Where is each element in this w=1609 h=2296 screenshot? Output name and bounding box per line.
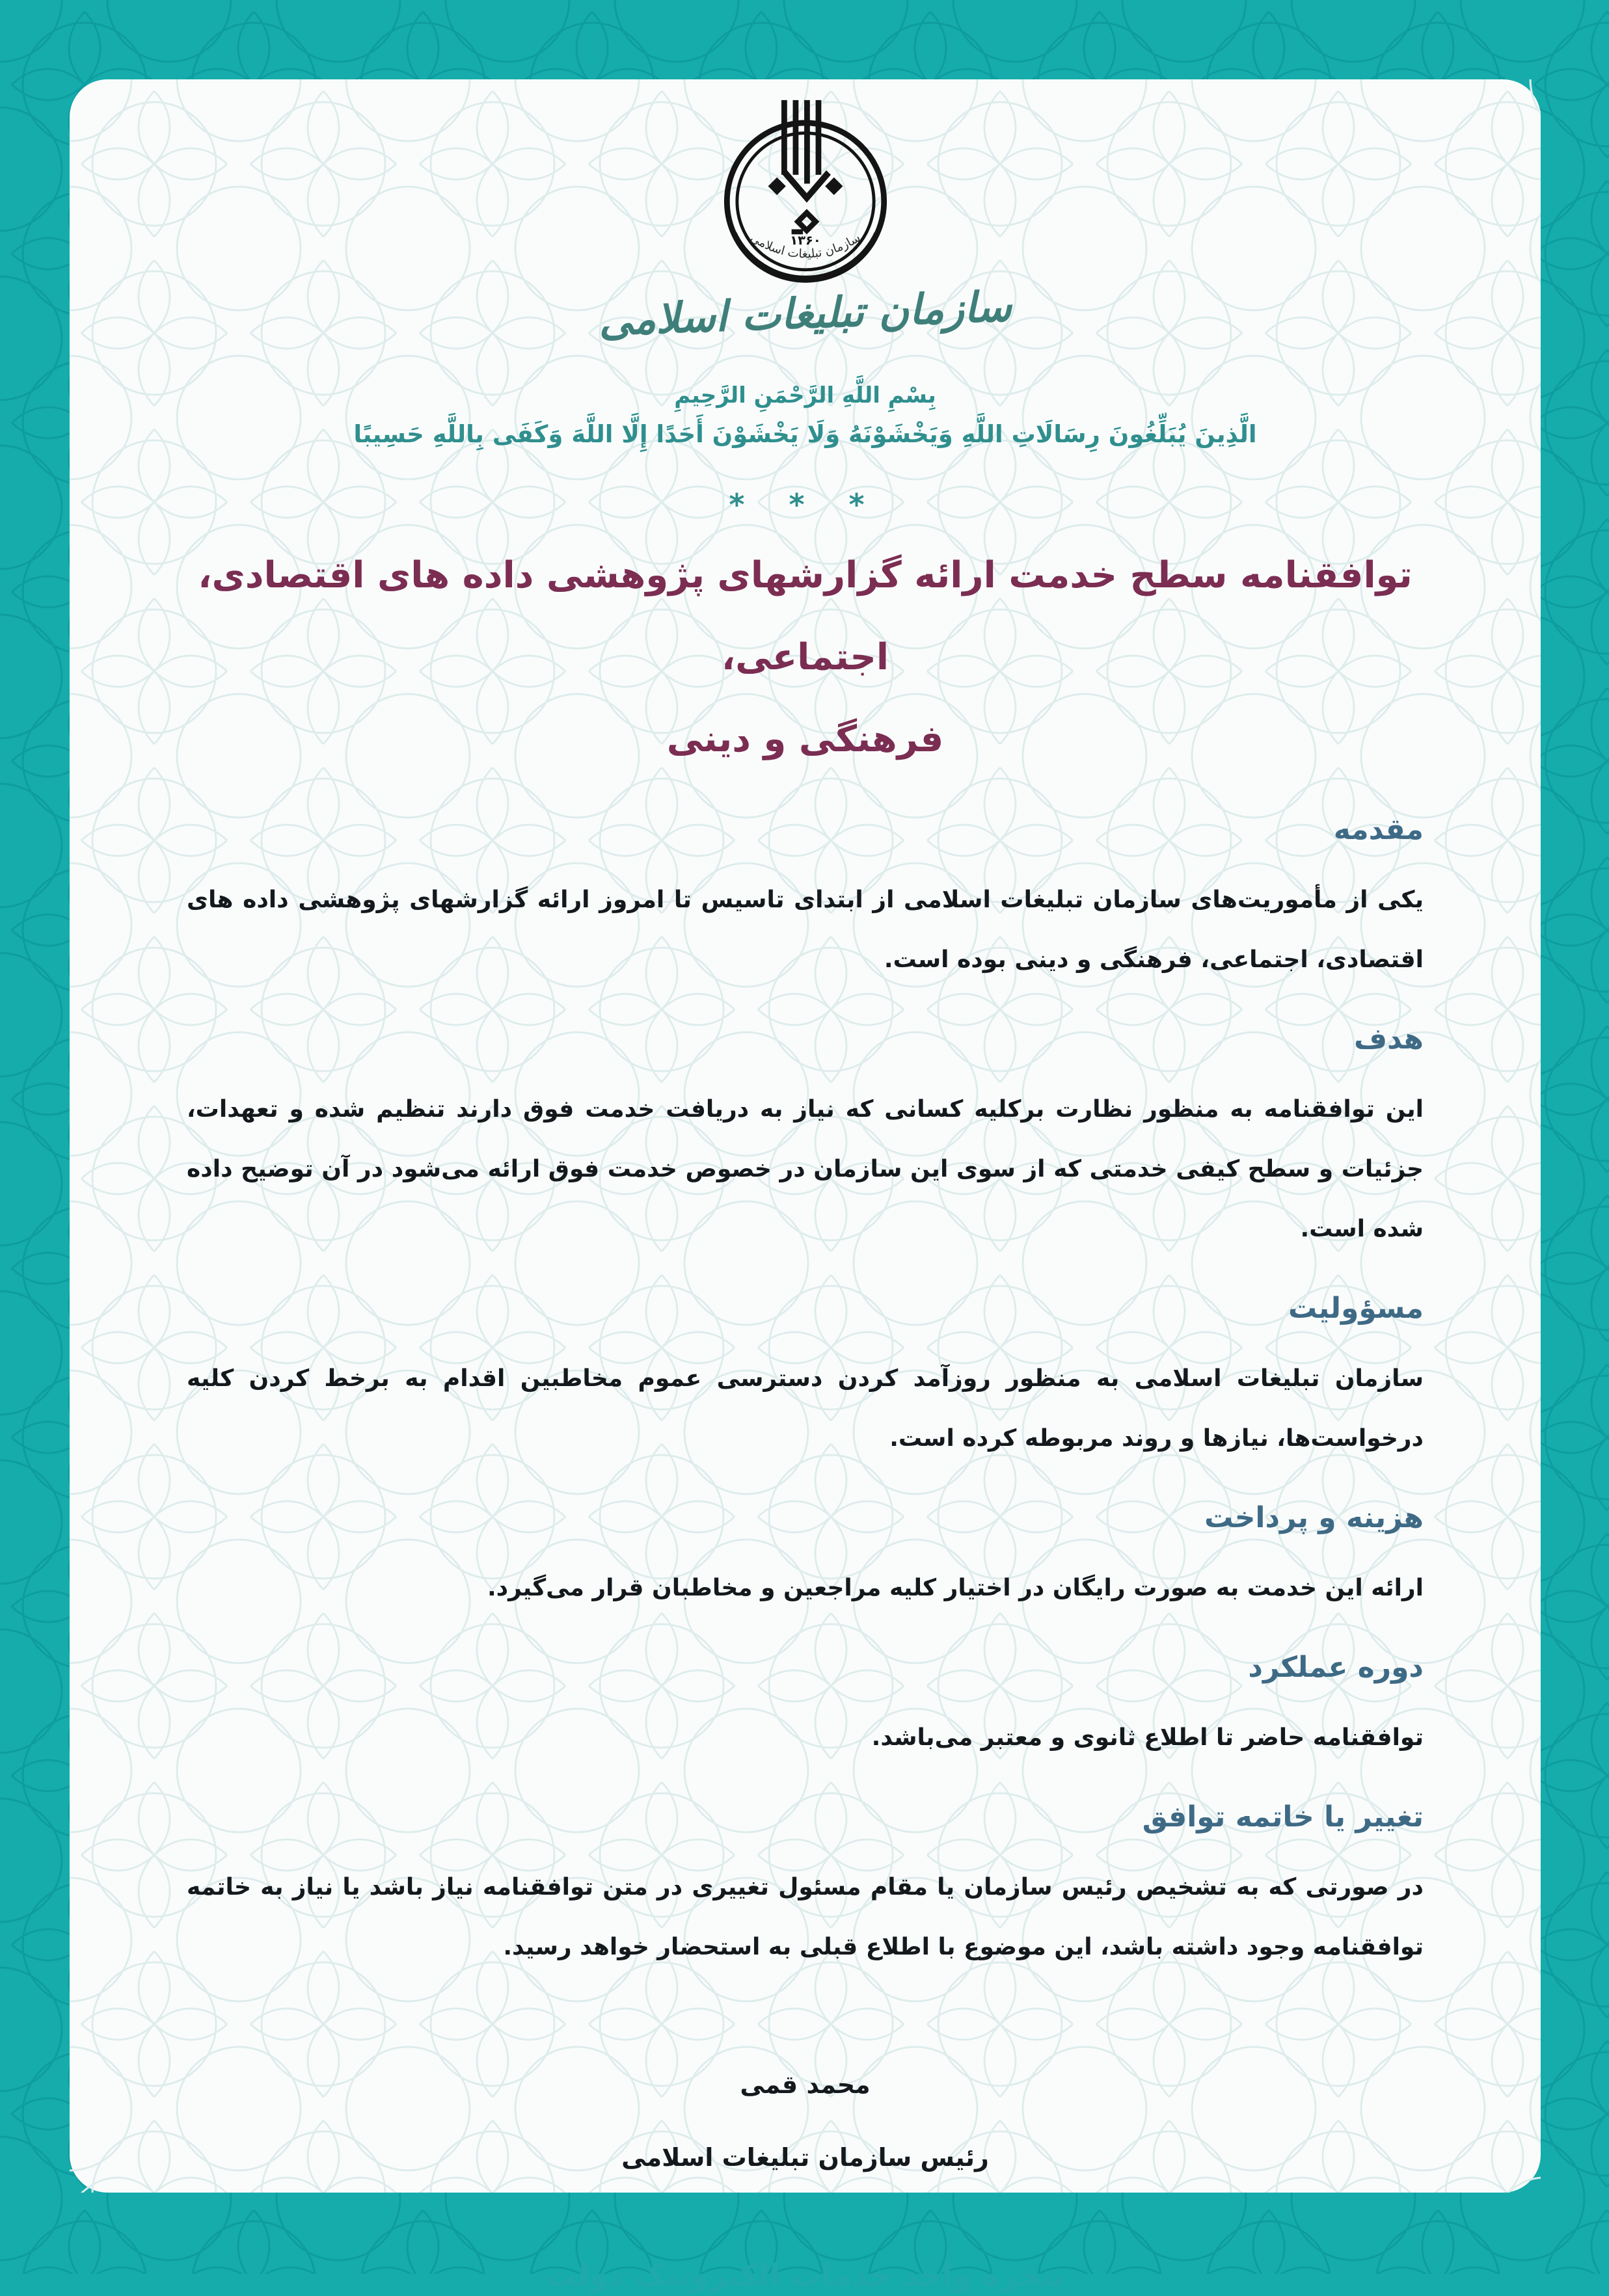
emblem-caption: سازمان تبلیغات اسلامی — [748, 231, 863, 261]
section-heading-taghir: تغییر یا خاتمه توافق — [1142, 1800, 1424, 1834]
section-heading-masouliat: مسؤولیت — [1288, 1292, 1424, 1325]
bismillah-text: بِسْمِ اللَّهِ الرَّحْمَنِ الرَّحِيمِ — [674, 382, 936, 408]
section-body-hazineh: ارائه این خدمت به صورت رایگان در اختیار کلیه مراجعین و مخاطبان قرار می‌گیرد. — [487, 1575, 1424, 1601]
section-heading-moghaddameh: مقدمه — [1333, 813, 1424, 846]
section-body-taghir: در صورتی که به تشخیص رئیس سازمان یا مقام مسئول تغییری در متن توافقنامه نیاز باشد یا نیاز به خاتمه توافقنامه وجود داشته باشد، این موضوع با اطلاع قبلی به استحضار خواهد رسید. — [187, 1874, 1424, 1960]
sections — [187, 812, 1424, 1977]
section-body-doreh: توافقنامه حاضر تا اطلاع ثانوی و معتبر می‌باشد. — [871, 1724, 1424, 1751]
signature-role: رئیس سازمان تبلیغات اسلامی — [621, 2143, 989, 2172]
section-heading-doreh: دوره عملکرد — [1248, 1651, 1424, 1684]
page-title-line-1: توافقنامه سطح خدمت ارائه گزارشهای پژوهشی داده های اقتصادی، اجتماعی، — [198, 554, 1413, 678]
document-card — [70, 79, 1541, 2293]
document-content — [70, 98, 1541, 2293]
page-title — [187, 535, 1424, 781]
organization-emblem-icon — [716, 98, 895, 287]
section-body-hadaf: این توافقنامه به منظور نظارت برکلیه کسانی که نیاز به دریافت خدمت فوق دارند تنظیم شده و تعهدات، جزئیات و سطح کیفی خدمتی که از سوی این سازمان در خصوص خدمت فوق ارائه می‌شود در آن توضیح داده شده است. — [187, 1096, 1424, 1242]
star-ornament: * * * — [729, 487, 882, 522]
logo-block — [70, 98, 1541, 346]
page-title-line-2: فرهنگی و دینی — [666, 718, 944, 760]
logo-calligraphy: سازمان تبلیغات اسلامی — [597, 282, 1013, 346]
emblem-year: ۱۳۶۰ — [789, 232, 821, 248]
section-body-masouliat: سازمان تبلیغات اسلامی به منظور روزآمد کردن دسترسی عموم مخاطبین اقدام به برخط کردن کلیه درخواست‌ها، نیازها و روند مربوطه کرده است. — [187, 1365, 1424, 1452]
quran-verse-text: الَّذِينَ يُبَلِّغُونَ رِسَالَاتِ اللَّهِ وَيَخْشَوْنَهُ وَلَا يَخْشَوْنَ أَحَدًا إِلَّا اللَّهَ وَكَفَى بِاللَّهِ حَسِيبًا — [353, 420, 1257, 448]
signature-name: محمد قمی — [740, 2070, 871, 2099]
section-body-moghaddameh: یکی از مأموریت‌های سازمان تبلیغات اسلامی از ابتدای تاسیس تا امروز ارائه گزارشهای پژوهشی داده های اقتصادی، اجتماعی، فرهنگی و دینی بوده است. — [187, 887, 1424, 973]
footer-text: پنجره واحد خدمات الکترونیک دولت — [545, 2258, 1065, 2293]
section-heading-hazineh: هزینه و پرداخت — [1204, 1501, 1424, 1534]
section-heading-hadaf: هدف — [1353, 1022, 1424, 1056]
